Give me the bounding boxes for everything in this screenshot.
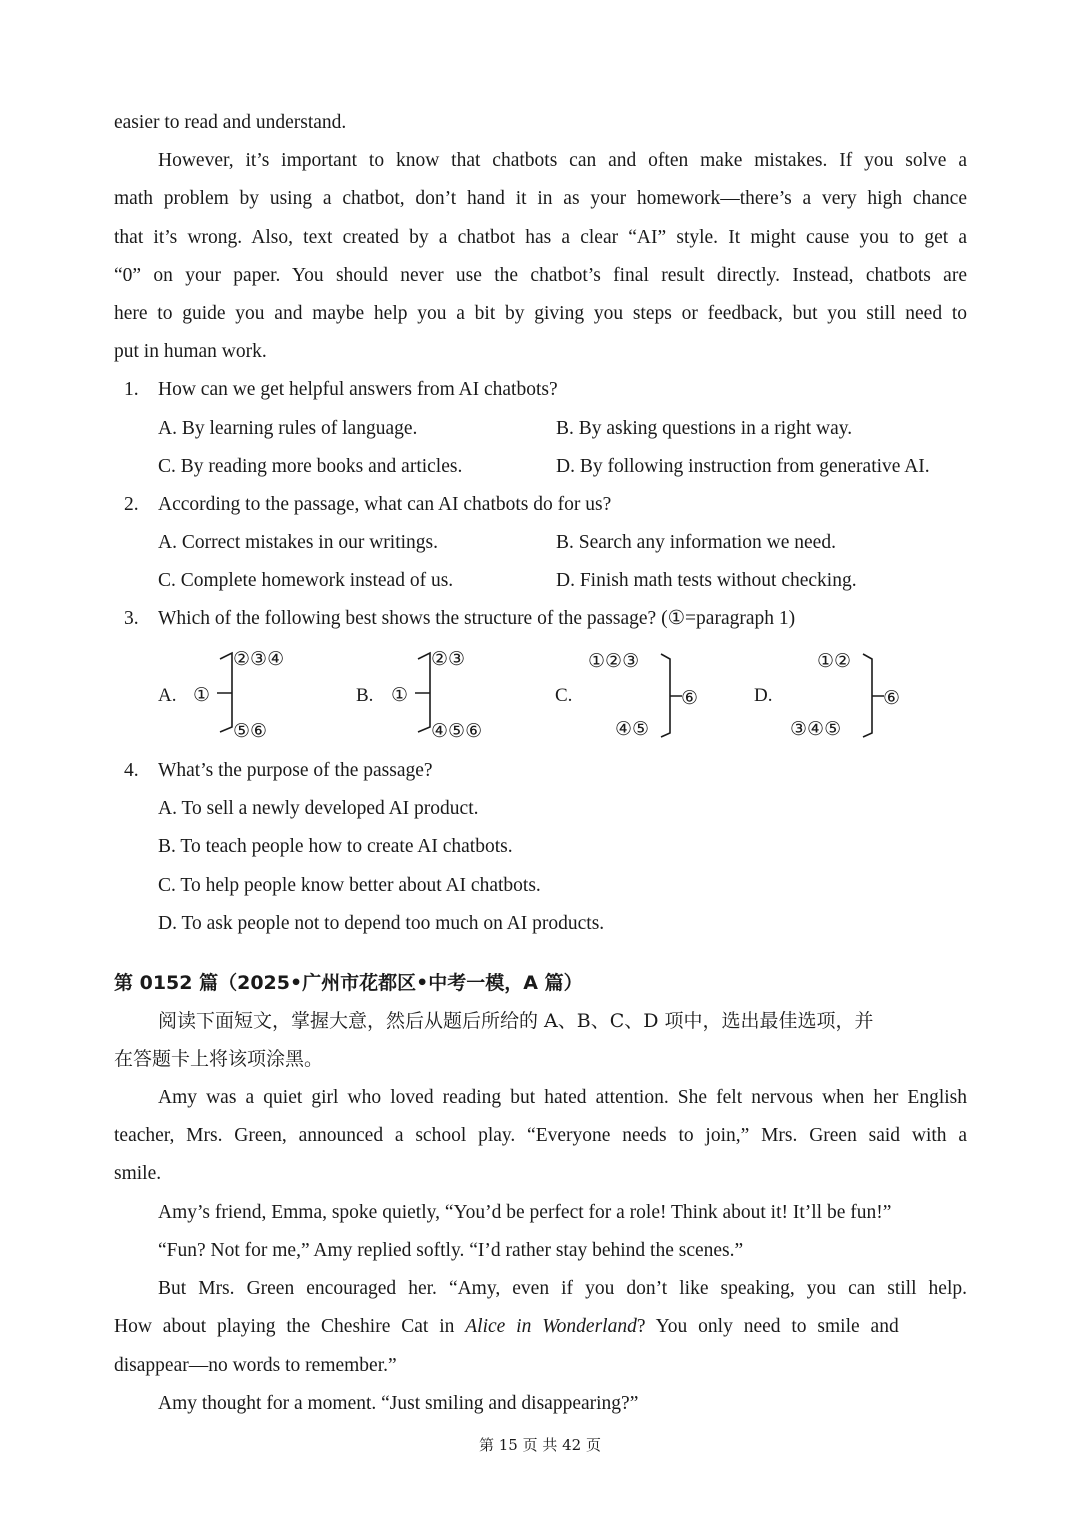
story-line: Amy thought for a moment. “Just smiling and disappearing?” (158, 1393, 639, 1414)
question-number: 2. (124, 494, 139, 515)
question-text: How can we get helpful answers from AI chatbots? (158, 379, 558, 400)
question-number: 1. (124, 379, 139, 400)
option-d: D. To ask people not to depend too much on AI products. (158, 913, 605, 934)
option-c: C. By reading more books and articles. (158, 456, 463, 477)
diagram-b-bottom: ④⑤⑥ (431, 720, 483, 742)
story-line: But Mrs. Green encouraged her. “Amy, even if you don’t like speaking, you can still help. (158, 1278, 967, 1299)
option-b: B. By asking questions in a right way. (556, 418, 853, 439)
passage-line: math problem by using a chatbot, don’t hand it in as your homework—there’s a very high chance (114, 188, 967, 209)
bracket-b (415, 653, 430, 732)
option-a: A. Correct mistakes in our writings. (158, 532, 438, 553)
structure-diagram (140, 640, 940, 748)
instruction-line: 阅读下面短文，掌握大意，然后从题后所给的 A、B、C、D 项中，选出最佳选项，并 (158, 1010, 874, 1032)
passage-line: easier to read and understand. (114, 112, 347, 133)
question-number: 3. (124, 608, 139, 629)
option-b: B. Search any information we need. (556, 532, 836, 553)
question-text: What’s the purpose of the passage? (158, 760, 433, 781)
passage-line: that it’s wrong. Also, text created by a chatbot has a clear “AI” style. It might cause you to get a (114, 227, 967, 248)
diagram-a-top: ②③④ (233, 648, 285, 670)
story-line: smile. (114, 1163, 162, 1184)
question-text: According to the passage, what can AI chatbots do for us? (158, 494, 612, 515)
diagram-label-a: A. (158, 685, 177, 706)
diagram-label-d: D. (754, 685, 773, 706)
option-c: C. To help people know better about AI chatbots. (158, 875, 541, 896)
bracket-d (863, 654, 884, 737)
diagram-c-right: ⑥ (681, 687, 699, 709)
section-header: 第 0152 篇（2025•广州市花都区•中考一模，A 篇） (114, 972, 583, 994)
story-text: How about playing the Cheshire Cat in (114, 1316, 466, 1337)
diagram-a-bottom: ⑤⑥ (233, 720, 268, 742)
option-b: B. To teach people how to create AI chatbots. (158, 836, 513, 857)
option-a: A. To sell a newly developed AI product. (158, 798, 479, 819)
diagram-d-bottom: ③④⑤ (790, 718, 842, 740)
diagram-c-bottom: ④⑤ (615, 718, 650, 740)
story-line: disappear—no words to remember.” (114, 1355, 397, 1376)
diagram-b-left: ① (391, 684, 409, 706)
story-text: ? You only need to smile and (636, 1316, 899, 1337)
passage-line: put in human work. (114, 341, 267, 362)
story-line (114, 1315, 967, 1339)
diagram-label-b: B. (356, 685, 374, 706)
book-title: Alice in Wonderland (465, 1316, 637, 1337)
story-line: teacher, Mrs. Green, announced a school play. “Everyone needs to join,” Mrs. Green said with a (114, 1125, 967, 1146)
instruction-line: 在答题卡上将该项涂黑。 (114, 1048, 324, 1070)
story-line: Amy was a quiet girl who loved reading but hated attention. She felt nervous when her English (158, 1087, 967, 1108)
option-d: D. Finish math tests without checking. (556, 570, 857, 591)
bracket-c (661, 654, 682, 737)
question-number: 4. (124, 760, 139, 781)
diagram-b-top: ②③ (431, 648, 466, 670)
option-c: C. Complete homework instead of us. (158, 570, 454, 591)
option-d: D. By following instruction from generative AI. (556, 456, 930, 477)
question-text: Which of the following best shows the structure of the passage? (①=paragraph 1) (158, 608, 796, 629)
passage-line: here to guide you and maybe help you a bit by giving you steps or feedback, but you still need to (114, 303, 967, 324)
page-footer: 第 15 页 共 42 页 (478, 1436, 601, 1454)
story-line: “Fun? Not for me,” Amy replied softly. “I’d rather stay behind the scenes.” (158, 1240, 744, 1261)
story-line: Amy’s friend, Emma, spoke quietly, “You’d be perfect for a role! Think about it! It’ll be fun!” (158, 1202, 892, 1223)
diagram-d-top: ①② (817, 650, 852, 672)
bracket-a (217, 653, 232, 732)
diagram-d-right: ⑥ (883, 687, 901, 709)
diagram-c-top: ①②③ (588, 650, 640, 672)
diagram-a-left: ① (193, 684, 211, 706)
diagram-label-c: C. (555, 685, 573, 706)
passage-line: “0” on your paper. You should never use the chatbot’s final result directly. Instead, chatbots are (114, 265, 967, 286)
option-a: A. By learning rules of language. (158, 418, 418, 439)
passage-line: However, it’s important to know that chatbots can and often make mistakes. If you solve a (158, 150, 967, 171)
